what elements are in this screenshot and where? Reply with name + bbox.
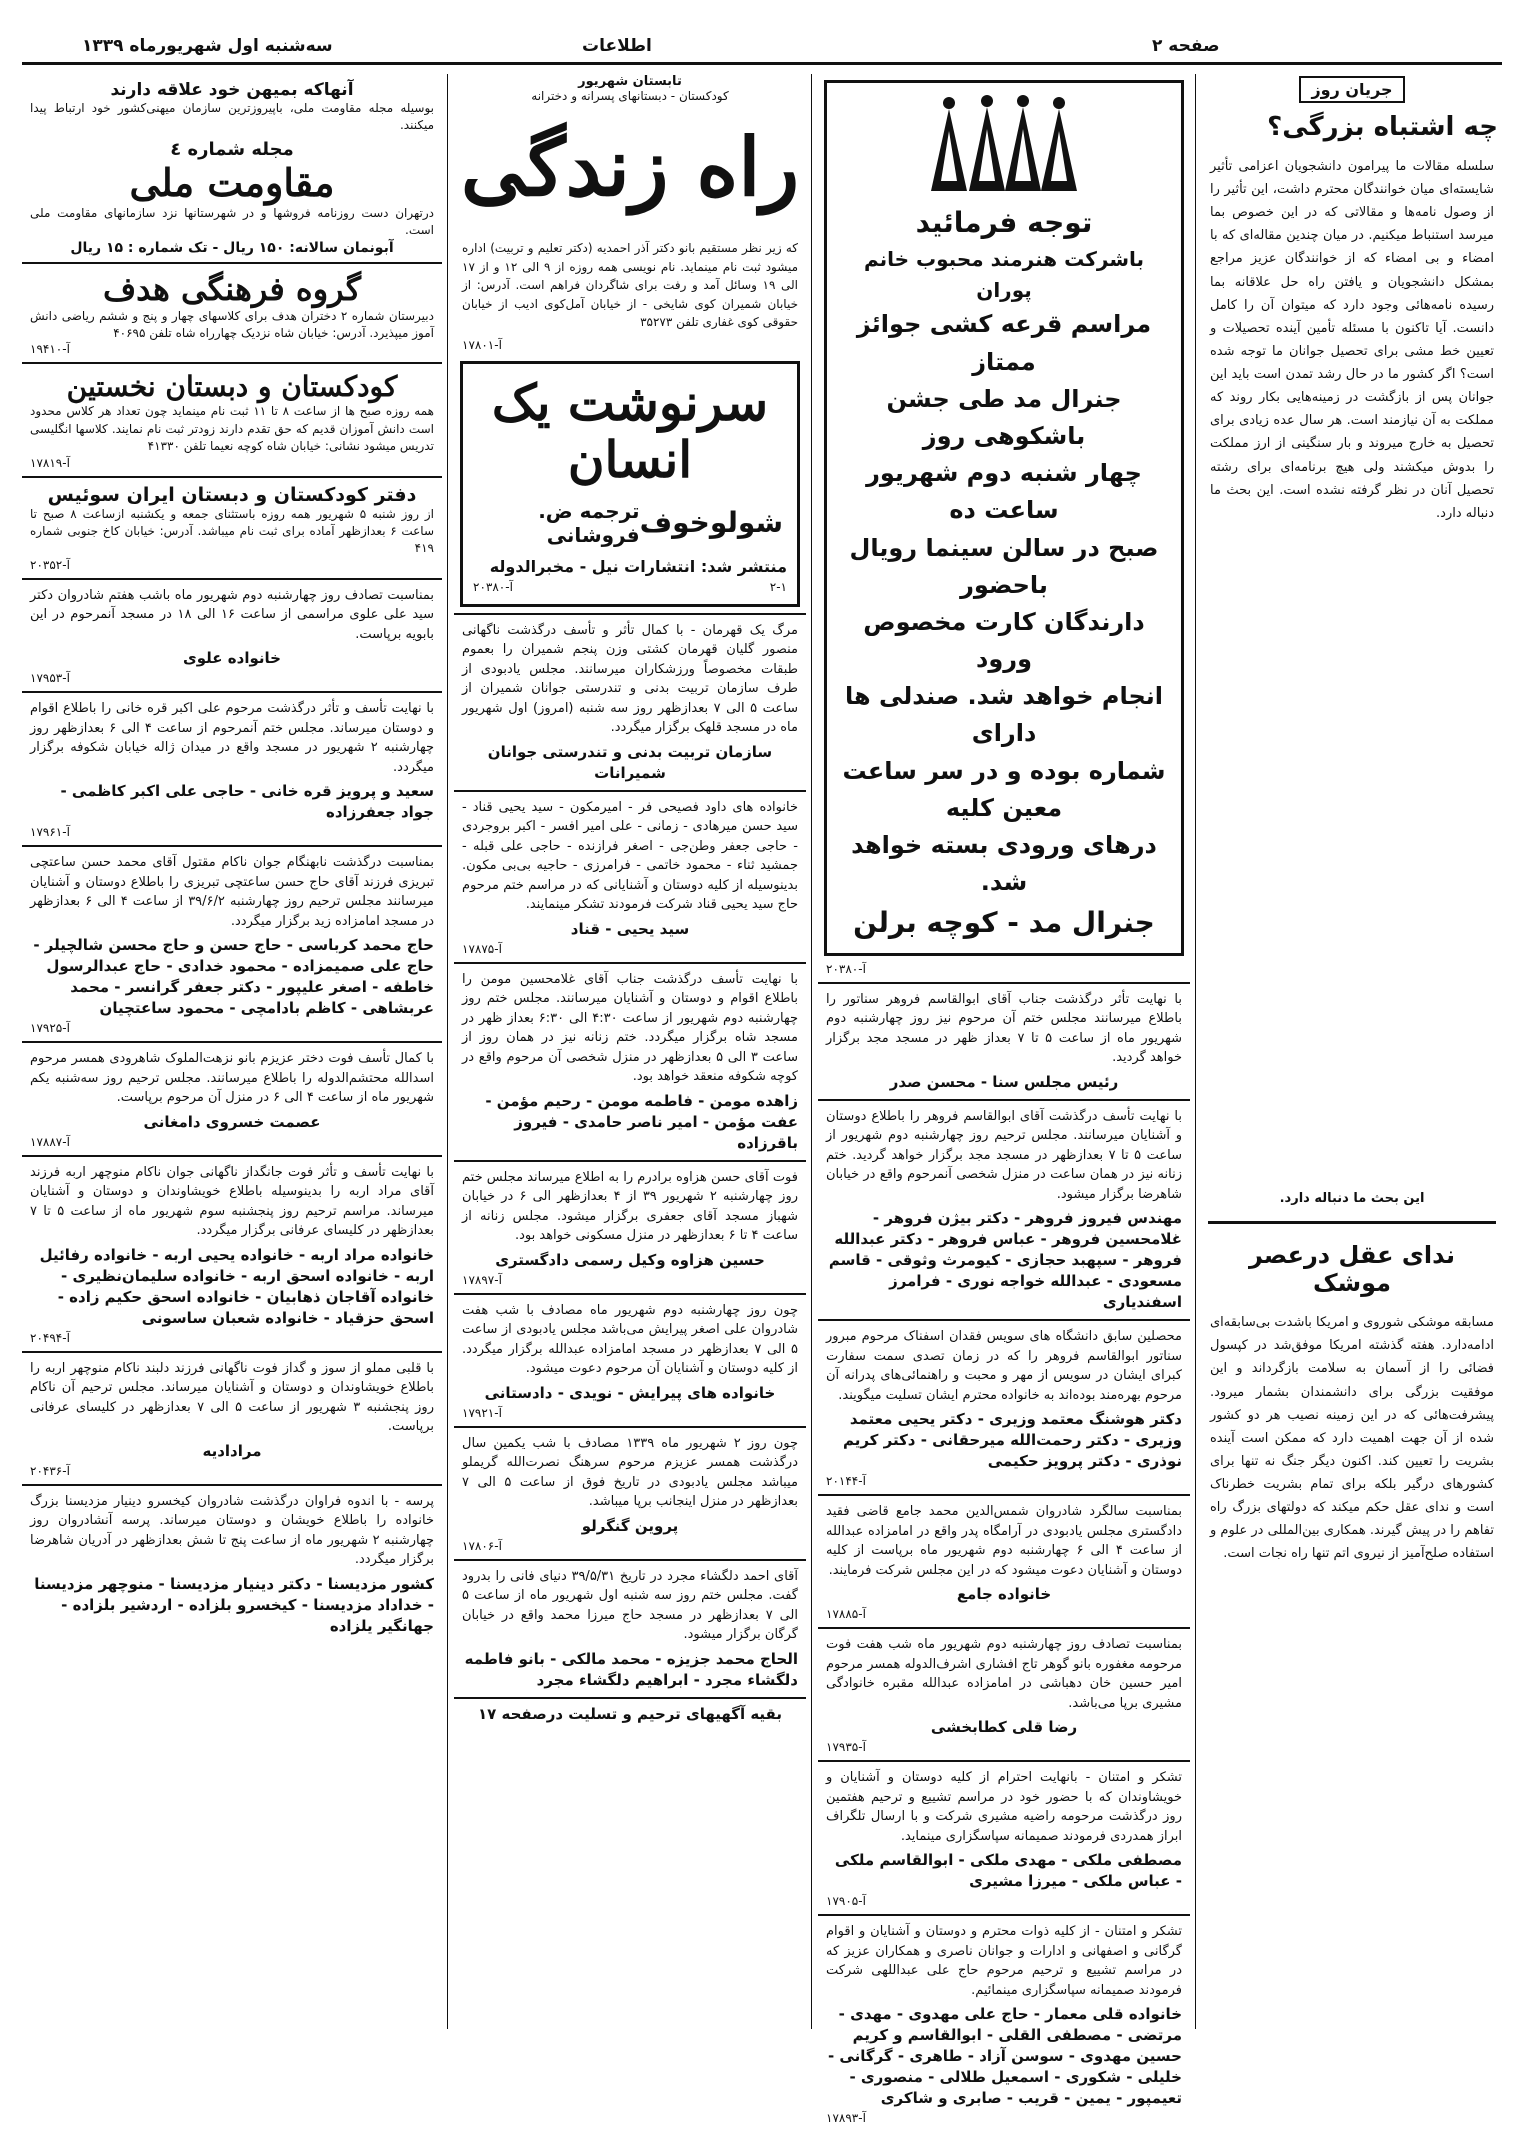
obituary — [454, 1559, 806, 1697]
obituary-signature: سید یحیی - قناد — [570, 919, 690, 938]
obituary — [454, 1426, 806, 1559]
obituary-code: آ-۲۰۴۳۶ — [30, 1463, 70, 1478]
obituary-code: آ-۱۷۹۲۱ — [462, 1405, 502, 1420]
obituary-signature: الحاج محمد جزیزه - محمد مالکی - بانو فاطمه دلگشاء مجرد - ابراهیم دلگشاء مجرد — [464, 1649, 798, 1689]
ad-title: کودکستان و دبستان نخستین — [66, 370, 398, 404]
school-book-column — [454, 74, 806, 2029]
editorial-body: سلسله مقالات ما پیرامون دانشجویان اعزامی تأثیر شایسته‌ای میان خوانندگان محترم داشت، این تأثیر را از وصول نامه‌ها و مقالاتی که در این خصوص بما میرسد استنباط میکنیم. در میان چندین مقاله‌ای که با امضاء و بی امضاء که از خوانندگان عزیز مراجع بمشکل دانشجویان و یافتن راه حل علاقانه بما رسیده نامه‌هائی وجود دارد که میتوان آن را کامل دانست. آیا تاکنون با مسئله تأمین آینده تحصیلات و تعیین خط مشی برای تحصیل جوانان ما توجه شده است؟ اگر کشور ما در حال رشد تمدن است باید این جوانان پس از بازگشت در زمینه‌هایی بکار روند که مملکت به آن نیازمند است. هر سال عده زیادی برای تحصیل به خارج میروند و بار سنگینی از ارز مملکت را بدوش میکشند ولی هیچ برنامه‌ای برای رشته تحصیل آنان در نظر گرفته نشده است. این بحث ما دنباله دارد. — [1210, 158, 1494, 521]
obituary — [454, 613, 806, 790]
obituary-signature: مصطفی ملکی - مهدی ملکی - ابوالقاسم ملکی - عباس ملکی - میرزا مشیری — [834, 1851, 1182, 1891]
obituary — [454, 1293, 806, 1426]
obituary — [818, 1319, 1190, 1494]
ad-title: دفتر کودکستان و دبستان ایران سوئیس — [47, 483, 417, 506]
obituary — [454, 962, 806, 1160]
ads-column — [22, 74, 442, 2029]
ad-distribution: درتهران دست روزنامه فروشها و در شهرستانها نزد سازمانهای مقاومت ملی است. — [30, 205, 434, 238]
notice-title: توجه فرمائید — [915, 206, 1093, 239]
obituary-code: آ-۱۷۸۰۶ — [462, 1538, 502, 1553]
obituary-text: با نهایت تأثر درگذشت جناب آقای ابوالقاسم فروهر سناتور را باطلاع میرسانند مجلس ختم آن مرحوم نیز روز چهارشنبه دوم شهریور ماه از ساعت ۵ تا ۷ بعداز ظهر در مسجد مجد برگزار خواهد گردید. — [826, 991, 1183, 1066]
ad-code: آ-۱۹۴۱۰ — [30, 342, 70, 357]
obituary — [22, 578, 442, 692]
school-tag: تابستان شهریور — [578, 74, 682, 89]
page-header — [22, 34, 1502, 65]
newspaper-page — [22, 34, 1502, 2126]
obituary — [22, 1041, 442, 1155]
notice-line: مراسم قرعه کشی جوائز ممتاز — [856, 310, 1152, 376]
obituary — [22, 1484, 442, 1643]
obituary-signature: مهندس فیروز فروهر - دکتر بیژن فروهر - غلامحسین فروهر - عباس فروهر - دکتر عبدالله فروهر - سپهبد حجازی - کیومرث وثوقی - قاسم مسعودی - عبدالله خواجه نوری - فرامرز اسفندیاری — [828, 1209, 1182, 1312]
obituary-signature: خانواده علوی — [183, 649, 281, 668]
obituary-text: بمناسبت تصادف روز چهارشنبه دوم شهریور ماه باشب هفتم شادروان دکتر سید علی علوی مراسمی از ساعت ۱۶ الی ۱۸ در مسجد آنمرحوم در این بابویه برپاست. — [30, 587, 434, 642]
obituary-signature: زاهده مومن - فاطمه مومن - رحیم مؤمن - عفت مؤمن - امیر ناصر حامدی - فیروز باقرزاده — [485, 1091, 798, 1152]
obituary-signature: سعید و پرویز قره خانی - حاجی علی اکبر کاظمی - جواد جعفرزاده — [60, 782, 434, 822]
obituary-text: بمناسبت درگذشت نابهنگام جوان ناکام مقتول آقای محمد حسن ساعتچی تبریزی فرزند آقای حاج حسن ساعتچی تبریزی را باطلاع دوستان و آشنایان میرسانند مجلس ترحیم روز چهارشنبه ۳۹/۶/۲ از ساعت ۴ الی ۶ بعدازظهر در مسجد امامزاده زید برگزار میگردد. — [30, 855, 434, 929]
obituary-text: آقای احمد دلگشاء مجرد در تاریخ ۳۹/۵/۳۱ دنیای فانی را بدرود گفت. مجلس ختم روز سه شنبه اول شهریور ماه از ساعت ۵ الی ۷ بعدازظهر در مسجد حاج میرزا محمد واقع در خیابان گرگان برگزار میشود. — [462, 1568, 798, 1643]
obituary-text: تشکر و امتنان - از کلیه ذوات محترم و دوستان و آشنایان و اقوام گرگانی و اصفهانی و ادارات و جوانان ناصری و همکاران عزیز که در مراسم تشییع و ترحیم مرحوم حاج علی عبداللهی شرکت فرمودند صمیمانه سپاسگزاری مینمائیم. — [826, 1924, 1182, 1998]
obituary-text: با کمال تأسف فوت دختر عزیزم بانو نزهت‌الملوک شاهرودی همسر مرحوم اسدالله محتشم‌الدوله را باطلاع میرسانند. مجلس ترحیم روز سه‌شنبه یکم شهریور ماه از ساعت ۴ الی ۶ در منزل آن مرحوم برپاست. — [30, 1051, 434, 1106]
obituary-code: آ-۱۷۸۹۳ — [826, 2111, 866, 2126]
notice-line: باشرکت هنرمند محبوب خانم پوران — [863, 247, 1145, 303]
book-title: سرنوشت یک انسان — [491, 372, 769, 490]
obituary-text: مرگ یک قهرمان - با کمال تأثر و تأسف درگذشت ناگهانی منصور گلیان قهرمان کشتی وزن پنجم شمیران را بعموم طبقات مخصوصاً ورزشکاران میرسانند. مجلس یادبودی از طرف سازمان تربیت بدنی و تندرستی جوانان شمیران از ساعت ۵ الی ۷ بعدازظهر روز سه شنبه (امروز) اول شهریور ماه در مسجد قلهک برگزار میگردد. — [462, 622, 798, 736]
book-ad-code-b: ۲-۱ — [769, 579, 787, 594]
obituary-text: با نهایت تأسف درگذشت جناب آقای غلامحسین مومن را باطلاع اقوام و دوستان و آشنایان میرسانند. مجلس ختم روز چهارشنبه دوم شهریور از ساعت ۴:۳۰ الی ۶:۳۰ بعداز ظهر در مسجد شاه برگزار میگردد. ختم زنانه نیز در همان روز از ساعت ۳ الی ۵ بعدازظهر در منزل شخصی آن مرحوم واقع در کوچه شکوفه منعقد خواهد بود. — [462, 971, 798, 1085]
obituary-text: با نهایت تأسف و تأثر فوت جانگداز ناگهانی جوان ناکام منوچهر اربه فرزند آقای مراد اربه را بدینوسیله باطلاع خویشاوندان و دوستان و آشنایان میرساند. مراسم ترحیم روز پنجشنبه سوم شهریور ماه از ساعت ۵ تا ۷ بعدازظهر در کلیسای عرفانی برگزار میگردد. — [30, 1164, 435, 1239]
obituary — [818, 982, 1190, 1099]
obituary-signature: سازمان تربیت بدنی و تندرستی جوانان شمیرانات — [487, 742, 773, 782]
obituary-signature: کشور مزدیسنا - دکتر دینیار مزدیسنا - منوچهر مزدیسنا - خداداد مزدیسنا - کیخسرو بلزاده - اردشیر بلزاده - جهانگیر یلزاده — [34, 1574, 434, 1635]
obituary-signature: حاج محمد کرباسی - حاج حسن و حاج محسن شالچیلر - حاج علی صمیمزاده - محمود خدادی - حاج عبدالرسول خاطفه - اصغر علیپور - دکتر جعفر گرانسر - محمد عربشاهی - کاظم بادامچی - محمود ساعتچیان — [33, 936, 434, 1018]
obituary-code: آ-۱۷۸۷۵ — [462, 941, 502, 956]
obituary-signature: خانواده مراد اربه - خانواده یحیی اربه - خانواده رفائیل اربه - خانواده اسحق اربه - خانواده سلیمان‌نظیری - خانواده آقاجان ذهابیان - خانواده اسحق حکیم زاده - اسحق حزقیاد - خانواده شعبان ساسونی — [39, 1245, 434, 1327]
obituary — [22, 1155, 442, 1351]
ad-code: آ-۱۷۸۱۹ — [30, 455, 70, 470]
column-rule — [447, 74, 448, 2029]
column-rule — [811, 74, 812, 2029]
editorial-column — [1202, 74, 1502, 2029]
section-tag: جریان روز — [1299, 76, 1404, 103]
ad-title: آنهاکه بمیهن خود علاقه دارند — [110, 80, 354, 100]
raffle-notice-ad — [824, 80, 1184, 956]
obituary-text: چون روز ۲ شهریور ماه ۱۳۳۹ مصادف با شب یکمین سال درگذشت همسر عزیزم مرحوم سرهنگ نصرت‌الله گریملو میباشد مجلس یادبودی در تاریخ فوق از ساعت ۵ الی ۷ بعدازظهر در منزل اینجانب برپا میباشد. — [462, 1435, 798, 1510]
obituary — [818, 1760, 1190, 1914]
obituary-text: با قلبی مملو از سوز و گداز فوت ناگهانی فرزند دلبند ناکام منوچهر اربه را باطلاع خویشاوندان و دوستان و آشنایان میرساند. مجلس ترحیم آن ناکام روز پنجشنبه ۳ شهریور از ساعت ۵ الی ۷ بعدازظهر در کلیسای عرفانی برپاست. — [30, 1360, 434, 1435]
notice-line: چهار شنبه دوم شهریور ساعت ده — [866, 459, 1142, 525]
publisher: انتشارات نیل - مخبرالدوله — [489, 556, 696, 576]
obituary — [22, 845, 442, 1041]
column-rule — [1195, 74, 1196, 2029]
notice-line: جنرال مد طی جشن باشکوهی روز — [886, 384, 1122, 450]
obituary-text: پرسه - با اندوه فراوان درگذشت شادروان کیخسرو دینیار مزدیسنا بزرگ خانواده را باطلاع خویشان و دوستان میرساند. پرسه آنشادروان روز چهارشنبه ۲ شهریور ماه از ساعت پنج تا شش بعدازظهر در آدریان شاهرضا برگزار میگردد. — [30, 1493, 434, 1568]
obituary — [454, 1160, 806, 1293]
obituary-code: آ-۱۷۸۸۷ — [30, 1134, 70, 1149]
school-subtitle: کودکستان - دبستانهای پسرانه و دخترانه — [531, 89, 729, 103]
obituary — [22, 1351, 442, 1484]
obituary-signature: عصمت خسروی دامغانی — [143, 1112, 321, 1131]
obituary-code: آ-۱۷۹۳۵ — [826, 1740, 866, 1755]
notice-line: شماره بوده و در سر ساعت معین کلیه — [842, 756, 1166, 822]
obituary-code: آ-۱۷۹۰۵ — [826, 1894, 866, 1909]
page-number: صفحه ۲ — [1152, 36, 1220, 56]
ad-text: از روز شنبه ۵ شهریور همه روزه باستثنای جمعه و یکشنبه ازساعت ۸ صبح تا ساعت ۶ بعدازظهر آماده برای ثبت نام میباشد. آدرس: خیابان کاخ جنوبی شماره ۴۱۹ — [30, 506, 435, 556]
obituary-signature: رئیس مجلس سنا - محسن صدر — [889, 1072, 1119, 1091]
notice-line: انجام خواهد شد. صندلی ها دارای — [844, 682, 1163, 748]
editorial-headline: چه اشتباه بزرگی؟ — [1267, 112, 1498, 142]
ad-obituary-column — [818, 74, 1190, 2126]
ad-code: آ-۲۰۳۵۲ — [30, 557, 70, 572]
obituary — [818, 1914, 1190, 2131]
editorial-closing: این بحث ما دنباله دارد. — [1279, 1190, 1425, 1206]
notice-line: دارندگان کارت مخصوص ورود — [863, 607, 1145, 674]
obituary-signature: خانواده جامع — [956, 1585, 1052, 1604]
obituary — [818, 1494, 1190, 1627]
obituary-text: فوت آقای حسن هزاوه برادرم را به اطلاع میرساند مجلس ختم روز چهارشنبه ۲ شهریور ۳۹ از ۴ بعدازظهر الی ۶ در خیابان شهباز مسجد آقای جعفری برگزار میشود. مجلس زنانه از ساعت ۴ تا ۶ بعدازظهر در منزل مسکونی خواهد بود. — [462, 1169, 799, 1244]
obituary-text: بمناسبت تصادف روز چهارشنبه دوم شهریور ماه شب هفت فوت مرحومه مغفوره بانو گوهر تاج افشاری اشرف‌الدوله همسر مرحوم امیر حسین خان دهباشی در امامزاده عبدالله مقبره خانوادگی مشیری برپا می‌باشد. — [826, 1637, 1182, 1711]
obituary-signature: رضا قلی کطابخشی — [930, 1718, 1078, 1737]
book-translator: ترجمه ض. فروشانی — [538, 498, 640, 547]
book-author: شولوخوف — [639, 506, 783, 540]
notice-line: صبح در سالن سینما رویال باحضور — [849, 533, 1159, 599]
school-description: که زیر نظر مستقیم بانو دکتر آذر احمدیه (دکتر تعلیم و تربیت) اداره میشود ثبت نام مینماید. نام نویسی همه روزه از ۹ الی ۱۲ و از ۱۷ الی ۱۹ وسائل آمد و رفت برای شاگردان فراهم است. آدرس: از خیابان شمیران کوی شایخی - از خیابان آمل‌کوی ادیب از خیابان حقوقی کوی غفاری تلفن ۳۵۲۷۳ — [462, 241, 798, 330]
nokhostin-school-ad — [22, 362, 442, 475]
notice-line: درهای ورودی بسته خواهد شد. — [851, 831, 1157, 897]
hadaf-school-ad — [22, 262, 442, 363]
obituary-code: آ-۱۷۸۸۵ — [826, 1607, 866, 1622]
obituary-text: با نهایت تأسف و تأثر درگذشت مرحوم علی اکبر قره خانی را باطلاع اقوام و دوستان میرساند. مجلس ختم آنمرحوم از ساعت ۴ الی ۶ بعدازظهر روز چهارشنبه ۲ شهریور در مسجد واقع در میدان ژاله خیابان شکوفه برگزار میگردد. — [30, 701, 434, 775]
obituary — [454, 790, 806, 962]
book-ad-code: آ-۲۰۳۸۰ — [473, 579, 513, 594]
magazine-name: مقاومت ملی — [129, 159, 335, 205]
notice-signature: جنرال مد - کوچه برلن — [853, 906, 1155, 940]
obituary-text: بمناسبت سالگرد شادروان شمس‌الدین محمد جامع قاضی فقید دادگستری مجلس یادبودی در آرامگاه پدر واقع در امامزاده عبدالله از ساعت ۴ الی ۶ چهارشنبه دوم شهریور ماه برپاست از کلیه دوستان و آشنایان دعوت میشود که در این مجلس شرکت فرمایند. — [826, 1504, 1182, 1578]
obituary-text: محصلین سابق دانشگاه های سویس فقدان اسفناک مرحوم مبرور سناتور ابوالقاسم فروهر را که در زمان تصدی سمت سفارت کبرای ایشان در سویس از مهر و محبت و راهنمائی‌های پدرانه آن مرحوم بهره‌مند بوده‌اند به خانواده محترم ایشان تسلیت میگویند. — [826, 1329, 1182, 1403]
obituary-signature: حسین هزاوه وکیل رسمی دادگستری — [495, 1250, 765, 1269]
ad-text: بوسیله مجله مقاومت ملی، باپیروزترین سازمان میهنی‌کشور خود ارتباط پیدا میکنند. — [30, 101, 434, 133]
ad-text: همه روزه صبح ها از ساعت ۸ تا ۱۱ ثبت نام مینماید چون تعداد هر کلاس محدود است دانش آموزان قدیم که حق تقدم دارند زودتر ثبت نام نمایند. کلاسها انگلیسی تدریس میشود نشانی: خیابان شاه کوچه نعیما تلفن ۴۱۳۳۰ — [30, 404, 434, 454]
obituary-signature: دکتر هوشنگ معتمد وزیری - دکتر یحیی معتمد وزیری - دکتر رحمت‌الله میرحقانی - دکتر کریم نوذری - دکتر پرویز حکیمی — [842, 1410, 1182, 1471]
ad-code: آ-۲۰۳۸۰ — [826, 961, 866, 976]
obituary-signature: خانواده های پیرایش - نویدی - دادستانی — [484, 1383, 776, 1402]
obituary-text: تشکر و امتنان - بانهایت احترام از کلیه دوستان و آشنایان و خویشاوندان که با حضور خود در مراسم تشییع و ترحیم هفتمین روز درگذشت مرحومه راضیه مشیری شرکت و با ارسال تلگراف ابراز همدردی فرمودند صمیمانه سپاسگزاری مینماید. — [826, 1770, 1182, 1844]
iran-swiss-school-ad — [22, 476, 442, 578]
obituary-signature: خانواده قلی معمار - حاج علی مهدوی - مهدی - مرتضی - مصطفی القلی - ابوالقاسم و کریم حسین مهدوی - سوسن آزاد - طاهری - گرگانی - خلیلی - شکوری - اسمعیل طلالی - منصوری - تعیمپور - یمین - قریب - صابری و شاکری — [827, 2005, 1182, 2108]
obituary-code: آ-۲۰۴۹۴ — [30, 1330, 70, 1345]
obituary — [22, 691, 442, 845]
obituary — [818, 1627, 1190, 1760]
obituary-signature: مرادادیه — [202, 1441, 262, 1460]
obituary-text: خانواده های داود فصیحی فر - امیرمکون - سید یحیی قناد - سید حسن میرهادی - زمانی - علی امیر افسر - اکبر بروجردی - حاجی جعفر وطن‌جی - اصغر فرازنده - حاجی علی قبله - جمشید ثناء - محمود خاتمی - فرامرزی - حاجیه بی‌بی مکون. بدینوسیله از کلیه دوستان و آشنایانی که در مراسم ختم مرحوم حاج سید یحیی قناد شرکت فرمودند تشکر مینمایند. — [462, 799, 798, 913]
magazine-issue: مجله شماره ٤ — [170, 138, 294, 160]
school-ad-code: آ-۱۷۸۰۱ — [462, 337, 502, 352]
published-label: منتشر شد: — [700, 556, 787, 576]
continued-notice: بقیه آگهیهای ترحیم و تسلیت درصفحه ۱۷ — [454, 1697, 806, 1729]
resistance-magazine-ad — [22, 74, 442, 262]
obituary-text: با نهایت تأسف درگذشت آقای ابوالقاسم فروهر را باطلاع دوستان و آشنایان میرسانند. مجلس ترحیم روز چهارشنبه دوم شهریور از ساعت ۵ تا ۷ بعدازظهر در مسجد مجد برگزار خواهد گردید. ختم زنانه نیز در همان ساعت در منزل شخصی آنمرحوم واقع در خیابان شاهرضا برگزار میشود. — [826, 1108, 1183, 1202]
obituary-signature: پروین گنگرلو — [581, 1516, 679, 1535]
dancers-illustration — [839, 91, 1169, 201]
school-title: راه زندگی — [460, 120, 800, 214]
article-body: مسابقه موشکی شوروی و امریکا باشدت بی‌سابقه‌ای ادامه‌دارد. هفته گذشته امریکا موفق‌شد در کپسول فضائی را از آسمان به سلامت بازگرداند و این موفقیت بزرگی برای دانشمندان بشمار میرود. پیشرفت‌هائی که در این زمینه نصیب هر دو کشور شده از آن جهت اهمیت دارد که ممکن است آینده بشریت را تعیین کند. اکنون دیگر جنگ نه تنها برای کشورهای درگیر بلکه برای تمام بشریت خطرناک است و ندای عقل حکم میکند که دولتهای بزرگ راه تفاهم را در پیش گیرند. همکاری بین‌المللی در علوم و استفاده صلح‌آمیز از نیروی اتم تنها راه نجات است. — [1210, 1315, 1494, 1562]
obituary-code: آ-۱۷۹۶۱ — [30, 825, 70, 840]
ad-text: دبیرستان شماره ۲ دختران هدف برای کلاسهای چهار و پنج و ششم ریاضی دانش آموز میپذیرد. آدرس: خیابان شاه نزدیک چهارراه شاه تلفن ۴۰۶۹۵ — [30, 308, 434, 340]
ad-title: گروه فرهنگی هدف — [102, 269, 362, 308]
obituary-code: آ-۱۷۹۵۳ — [30, 671, 70, 686]
obituary-code: آ-۱۷۸۹۷ — [462, 1272, 502, 1287]
obituary-code: آ-۲۰۱۴۴ — [826, 1474, 866, 1489]
obituary-code: آ-۱۷۹۲۵ — [30, 1021, 70, 1036]
obituary — [818, 1099, 1190, 1320]
obituary-text: چون روز چهارشنبه دوم شهریور ماه مصادف با شب هفت شادروان علی اصغر پیرایش می‌باشد مجلس یادبودی از ساعت ۵ الی ۷ بعدازظهر در مسجد امامزاده عبدالله برگزار میگردد. از کلیه دوستان و آشنایان آن مرحوم دعوت میشود. — [462, 1302, 798, 1377]
book-ad — [460, 361, 800, 607]
paper-name: اطلاعات — [582, 36, 652, 56]
subscription-price: آبونمان سالانه: ۱۵۰ ریال - تک شماره : ۱۵ ریال — [70, 239, 394, 256]
issue-date: سه‌شنبه اول شهریورماه ۱۳۳۹ — [82, 36, 333, 56]
article-headline: ندای عقل درعصر موشک — [1248, 1241, 1455, 1297]
